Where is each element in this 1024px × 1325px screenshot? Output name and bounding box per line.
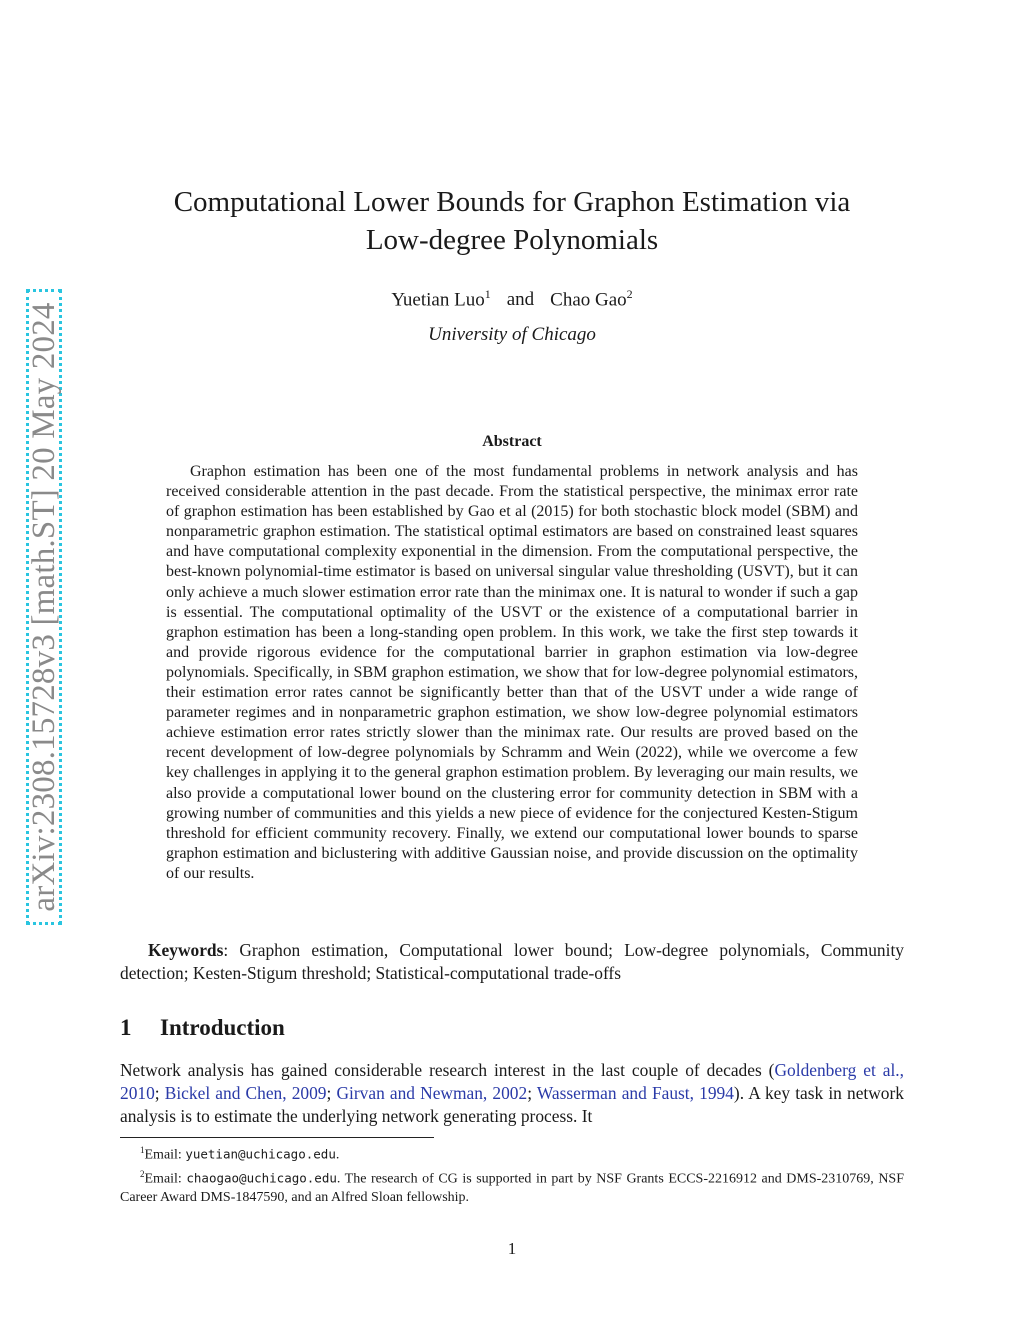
footnotes [120, 1141, 904, 1207]
author-name: Yuetian Luo [391, 289, 485, 311]
abstract-heading: Abstract [482, 433, 542, 450]
email-address[interactable]: chaogao@uchicago.edu [186, 1170, 337, 1186]
affiliation: University of Chicago [428, 324, 596, 345]
section-heading [120, 1013, 904, 1043]
footnote-1: $^1$Email: yuetian@uchicago.edu. [140, 1145, 340, 1163]
keywords-label: Keywords [148, 940, 224, 960]
author-footnote-mark[interactable]: 1 [484, 287, 491, 301]
section-number: 1 [120, 1015, 132, 1040]
arxiv-identifier-stamp[interactable]: arXiv:2308.15728v3 [math.ST] 20 May 2024 [26, 289, 62, 925]
page-number: 1 [507, 1239, 517, 1258]
keywords-text: : Graphon estimation, Computational lower bound; Low-degree polynomials, Community detection; Kesten-Stigum threshold; Statistical-computational trade-offs [120, 940, 904, 983]
author-name: Chao Gao [550, 289, 627, 311]
citation-link[interactable]: Bickel and Chen, 2009 [164, 1083, 327, 1103]
footnote-2: $^2$Email: chaogao@uchicago.edu. The research of CG is supported in part by NSF Grants ECCS-2216912 and DMS-2310769, NSF Career Award DMS-1847590, and an Alfred Sloan fellowship. [120, 1168, 905, 1206]
footnote-divider [120, 1137, 434, 1138]
email-address[interactable]: yuetian@uchicago.edu [185, 1146, 336, 1162]
intro-text: Network analysis has gained considerable research interest in the last couple of decades ( [120, 1060, 775, 1080]
author-footnote-mark[interactable]: 2 [626, 287, 633, 301]
intro-paragraph: Network analysis has gained considerable research interest in the last couple of decades (Goldenberg et al., 2010; Bickel and Chen, 2009; Girvan and Newman, 2002; Wasserman and Faust, 1994). A key task in network analysis is to estimate the underlying network generating process. It [120, 1060, 904, 1126]
intro-text: ). A key task in network analysis is to estimate the underlying network generating process. It [120, 1083, 904, 1126]
section-title: Introduction [160, 1015, 285, 1040]
abstract-text: Graphon estimation has been one of the most fundamental problems in network analysis and has received considerable attention in the past decade. From the statistical perspective, the minimax error rate of graphon estimation has been established by Gao et al (2015) for both stochastic block model (SBM) and nonparametric graphon estimation. The statistical optimal estimators are based on constrained least squares and have computational complexity exponential in the dimension. From the computational perspective, the best-known polynomial-time estimator is based on universal singular value thresholding (USVT), but it can only achieve a much slower estimation error rate than the minimax one. It is natural to wonder if such a gap is essential. The computational optimality of the USVT or the existence of a computational barrier in graphon estimation has been a long-standing open problem. In this work, we take the first step towards it and provide rigorous evidence for the computational barrier in graphon estimation via low-degree polynomials. Specifically, in SBM graphon estimation, we show that for low-degree polynomial estimators, their estimation error rates cannot be significantly better than that of the USVT under a wide range of parameter regimes and in nonparametric graphon estimation, we show low-degree polynomial estimators achieve estimation error rates strictly slower than the minimax rate. Our results are proved based on the recent development of low-degree polynomials by Schramm and Wein (2022), while we overcome a few key challenges in applying it to the general graphon estimation problem. By leveraging our main results, we also provide a computational lower bound on the clustering error for community detection in SBM with a growing number of communities and this yields a new piece of evidence for the conjectured Kesten-Stigum threshold for efficient community recovery. Finally, we extend our computational lower bounds to sparse graphon estimation and biclustering with additive Gaussian noise, and provide discussion on the optimality of our results. [166, 463, 858, 882]
citation-link[interactable]: Wasserman and Faust, 1994 [536, 1083, 734, 1103]
citation-link[interactable]: Girvan and Newman, 2002 [336, 1083, 528, 1103]
citation-link[interactable]: Goldenberg et al., 2010 [120, 1060, 904, 1103]
keywords-paragraph [120, 939, 904, 985]
author-connector: and [506, 289, 535, 311]
paper-title: Computational Lower Bounds for Graphon Estimation via Low-degree Polynomials [173, 186, 851, 256]
author-line [140, 282, 884, 312]
